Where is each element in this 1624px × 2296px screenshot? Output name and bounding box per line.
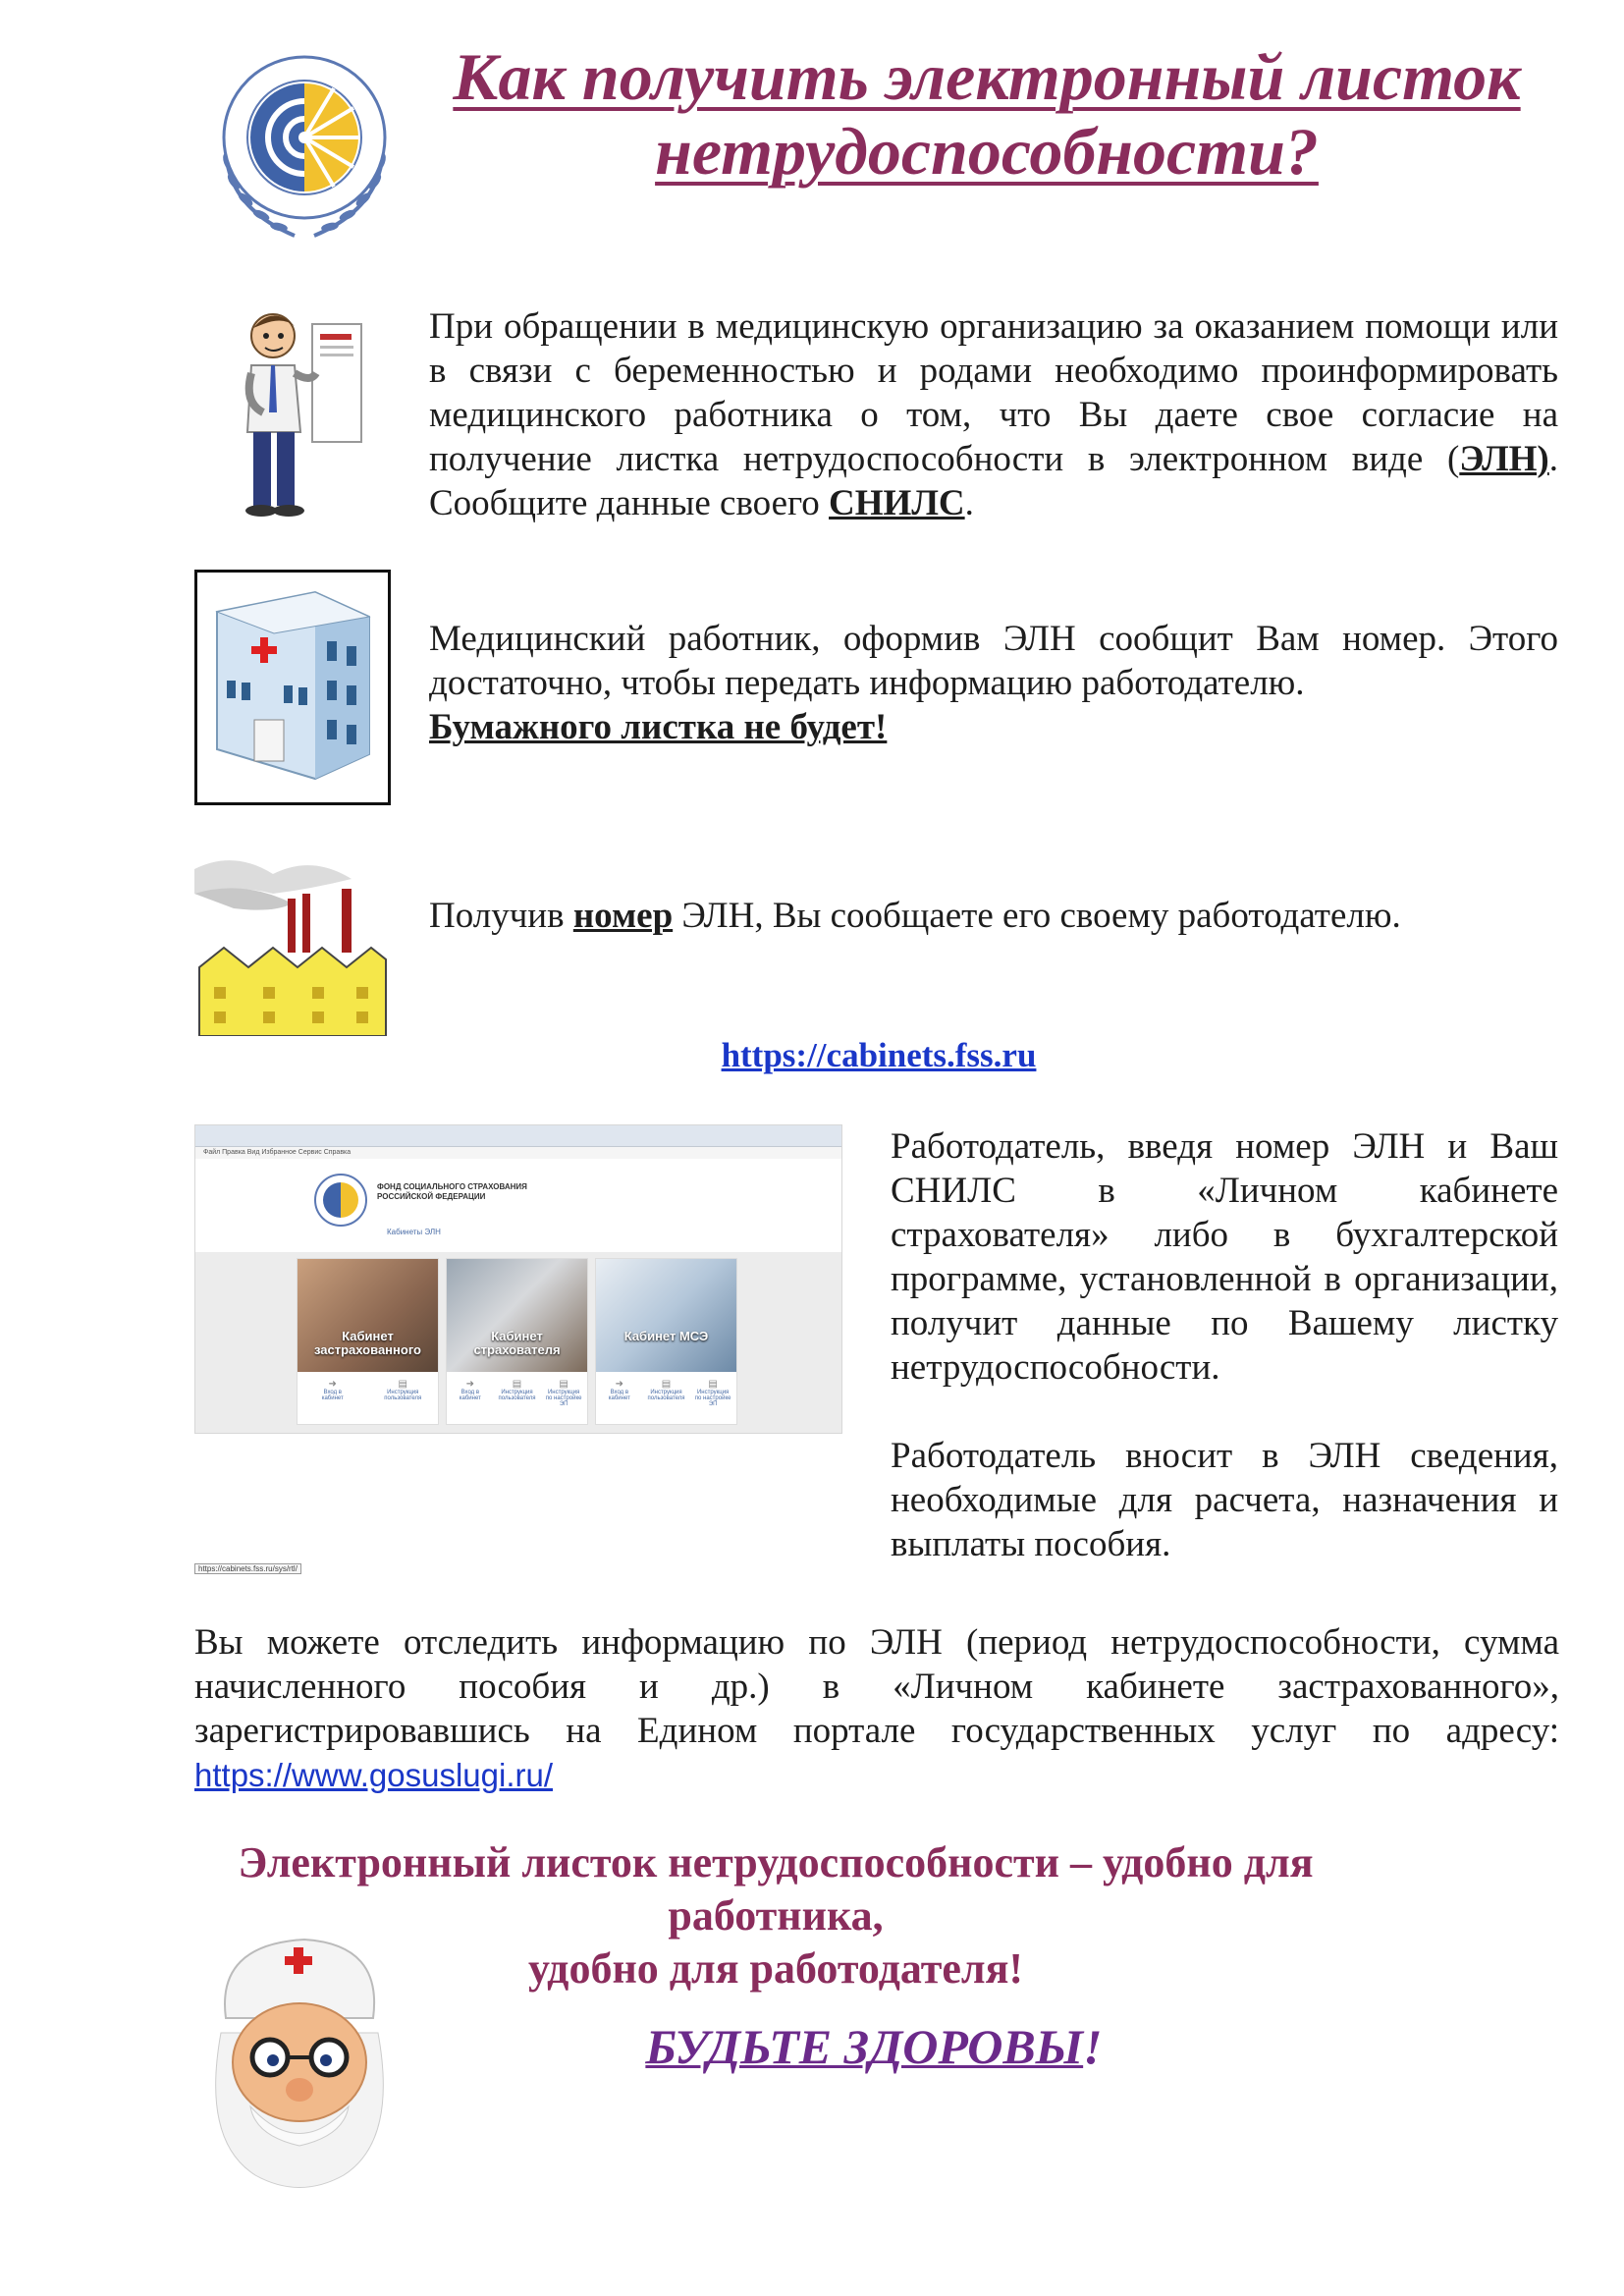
snils-label: СНИЛС	[829, 483, 965, 523]
card-mse[interactable]	[595, 1258, 737, 1425]
doctor-illustration	[196, 1925, 403, 2195]
employer-para-2: Работодатель вносит в ЭЛН сведения, необходимые для расчета, назначения и выплаты пособия.	[891, 1436, 1558, 1564]
document-icon: ▤	[708, 1379, 718, 1390]
step1-text: При обращении в медицинскую организацию за оказанием помощи или в связи с беременностью и родами необходимо проинформировать медицинского работника о том, что Вы даете свое согласие на получение листка нетрудоспособности в электронном виде (ЭЛН). Сообщите данные своего СНИЛС.	[429, 306, 1558, 523]
cabinets-link-row	[0, 1036, 1624, 1075]
screenshot-caption: https://cabinets.fss.ru/sys/rtl/	[194, 1563, 301, 1574]
tracking-text: Вы можете отследить информацию по ЭЛН (период нетрудоспособности, сумма начисленного пособия и др.) в «Личном кабинете застрахованного», зарегистрировавшись на Едином портале государственных услуг по адресу: https://www.gosuslugi.ru/	[194, 1622, 1559, 1793]
card-insured-manual[interactable]: ▤ Инструкция пользователя	[384, 1379, 422, 1401]
login-icon: ➜	[615, 1379, 624, 1390]
page-title	[432, 39, 1542, 189]
card-mse-title: Кабинет МСЭ	[623, 1329, 709, 1343]
document-icon: ▤	[661, 1379, 672, 1390]
gosuslugi-link[interactable]: https://www.gosuslugi.ru/	[194, 1757, 553, 1793]
login-icon: ➜	[465, 1379, 475, 1390]
site-tabs: Кабинеты ЭЛН	[387, 1228, 441, 1236]
card-employer-ep[interactable]: ▤ Инструкция по настройке ЭП	[545, 1379, 582, 1407]
slogan-line-2: удобно для работодателя!	[527, 1944, 1024, 1993]
cabinets-link[interactable]: https://cabinets.fss.ru	[721, 1036, 1037, 1074]
browser-menu: Файл Правка Вид Избранное Сервис Справка	[195, 1147, 841, 1159]
fss-logo	[196, 34, 412, 260]
card-mse-login[interactable]: ➜ Вход в кабинет	[600, 1375, 639, 1424]
card-insured-title: Кабинет застрахованного	[313, 1329, 421, 1357]
employer-para-1: Работодатель, введя номер ЭЛН и Ваш СНИЛС в «Личном кабинете страхователя» либо в бухгалтерской программе, установленной в организации, получит данные по Вашему листку нетрудоспособности.	[891, 1126, 1558, 1388]
card-employer-manual[interactable]: ▤ Инструкция пользователя	[498, 1379, 536, 1401]
hospital-building-icon	[197, 573, 388, 802]
man-holding-document-icon	[234, 304, 371, 525]
step2-illustration	[194, 570, 391, 805]
title-line-1: Как получить электронный листок	[453, 39, 1521, 114]
slogan-line-1: Электронный листок нетрудоспособности – удобно для работника,	[238, 1838, 1314, 1940]
card-mse-photo	[596, 1259, 736, 1372]
card-employer-title: Кабинет страхователя	[473, 1329, 561, 1357]
document-icon: ▤	[559, 1379, 568, 1390]
farewell-text: БУДЬТЕ ЗДОРОВЫ!	[645, 2019, 1103, 2074]
browser-bar	[195, 1125, 841, 1147]
step3-text: Получив номер ЭЛН, Вы сообщаете его своему работодателю.	[429, 896, 1401, 936]
card-insured[interactable]	[297, 1258, 439, 1425]
fss-small-logo-icon	[311, 1171, 370, 1230]
card-employer[interactable]	[446, 1258, 588, 1425]
card-employer-login[interactable]: ➜ Вход в кабинет	[451, 1375, 490, 1424]
step2-text: Медицинский работник, оформив ЭЛН сообщит Вам номер. Этого достаточно, чтобы передать информацию работодателю. Бумажного листка не будет!	[429, 619, 1558, 747]
site-org-name: ФОНД СОЦИАЛЬНОГО СТРАХОВАНИЯ РОССИЙСКОЙ ФЕДЕРАЦИИ	[377, 1182, 527, 1201]
doctor-face-icon	[196, 1925, 403, 2195]
cabinets-screenshot	[194, 1124, 842, 1434]
card-mse-ep[interactable]: ▤ Инструкция по настройке ЭП	[694, 1379, 731, 1407]
title-line-2: нетрудоспособности?	[655, 114, 1319, 189]
step1-illustration	[234, 304, 371, 525]
document-icon: ▤	[512, 1379, 522, 1390]
card-insured-login[interactable]: ➜ Вход в кабинет	[313, 1375, 352, 1424]
login-icon: ➜	[328, 1379, 337, 1390]
step3-illustration	[194, 849, 391, 1036]
number-word: номер	[572, 896, 674, 936]
card-mse-manual[interactable]: ▤ Инструкция пользователя	[647, 1379, 685, 1401]
site-header	[195, 1159, 841, 1252]
document-icon: ▤	[398, 1379, 407, 1390]
factory-icon	[194, 849, 391, 1036]
fss-emblem-icon	[196, 34, 412, 260]
no-paper-note: Бумажного листка не будет!	[429, 707, 888, 747]
eln-abbr: ЭЛН)	[1459, 439, 1549, 479]
